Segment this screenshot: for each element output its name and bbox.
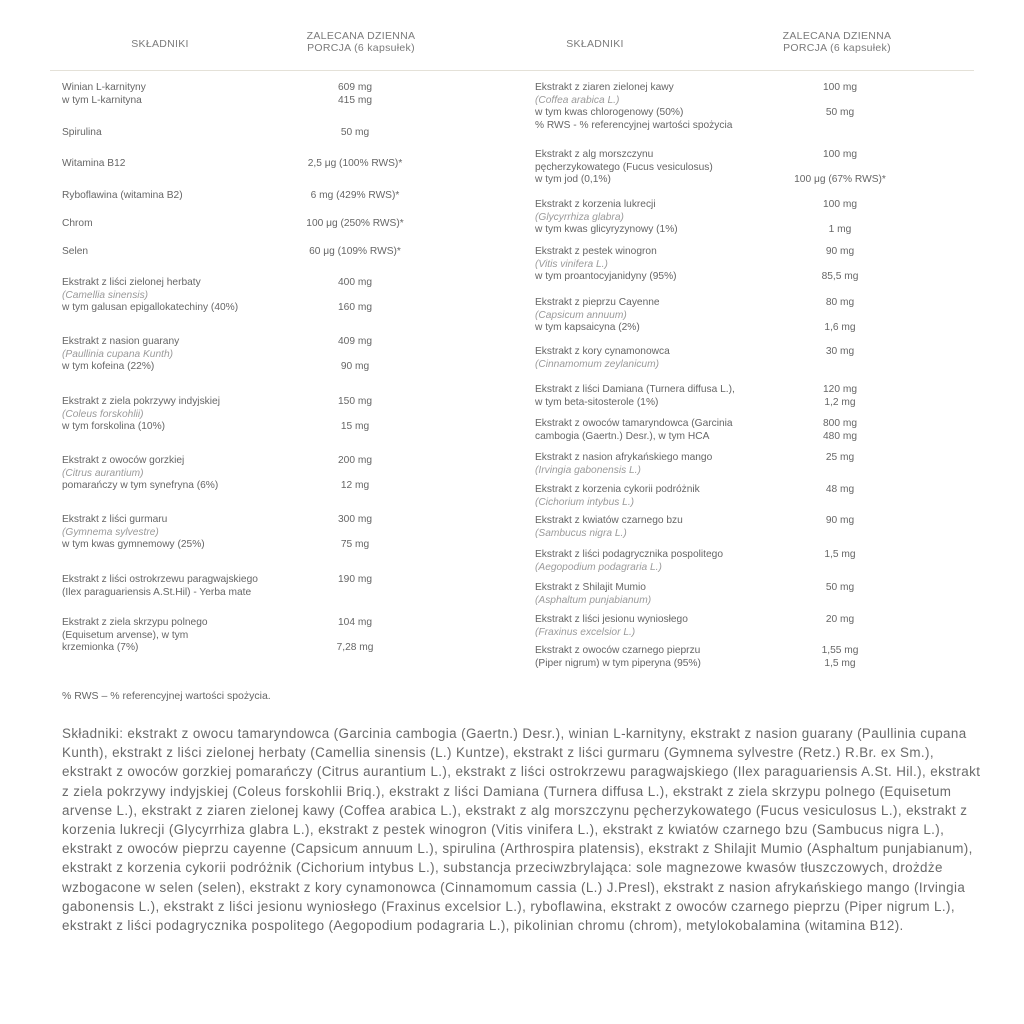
ingredient-name: Ekstrakt z liści gurmaru xyxy=(62,514,168,525)
portion-value: 104 mg xyxy=(338,617,372,628)
portion-value: 409 mg xyxy=(338,336,372,347)
portion-value: 6 mg (429% RWS)* xyxy=(310,190,400,201)
ingredient-name: (Aegopodium podagraria L.) xyxy=(535,561,662,573)
ingredient-name: w tym proantocyjanidyny (95%) xyxy=(535,271,677,282)
ingredient-name: Ekstrakt z liści zielonej herbaty xyxy=(62,277,201,288)
ingredient-name: Spirulina xyxy=(62,127,102,138)
ingredient-name: Ekstrakt z korzenia lukrecji xyxy=(535,199,656,210)
ingredient-name: % RWS - % referencyjnej wartości spożycia xyxy=(535,119,733,131)
right-header-ingredients: SKŁADNIKI xyxy=(566,38,624,50)
ingredient-name: w tym kwas gymnemowy (25%) xyxy=(62,539,205,550)
ingredient-name: (Gymnema sylvestre) xyxy=(62,526,159,538)
ingredient-name: (Fraxinus excelsior L.) xyxy=(535,626,636,638)
ingredient-name: (Sambucus nigra L.) xyxy=(535,527,627,539)
left-header-daily-portion-line1: ZALECANA DZIENNA xyxy=(306,30,416,42)
portion-value: 609 mg xyxy=(338,82,372,93)
portion-value: 85,5 mg xyxy=(821,271,859,282)
portion-value: 80 mg xyxy=(825,297,855,308)
portion-value: 60 μg (109% RWS)* xyxy=(309,246,401,257)
portion-value: 50 mg xyxy=(825,582,855,593)
portion-value: 120 mg xyxy=(823,384,857,395)
ingredient-name: w tym beta-sitosterole (1%) xyxy=(535,396,659,408)
ingredient-name: w tym jod (0,1%) xyxy=(535,174,611,185)
portion-value: 300 mg xyxy=(338,514,372,525)
left-header-daily-portion-line2: PORCJA (6 kapsułek) xyxy=(307,42,415,54)
ingredient-name: Chrom xyxy=(62,218,93,229)
ingredient-name: Ekstrakt z ziela pokrzywy indyjskiej xyxy=(62,396,220,407)
portion-value: 1,5 mg xyxy=(824,549,856,560)
ingredient-name: Ekstrakt z korzenia cykorii podróżnik xyxy=(535,484,700,495)
portion-value: 480 mg xyxy=(823,430,857,442)
ingredients-list: Składniki: ekstrakt z owocu tamaryndowca (Garcinia cambogia (Gaertn.) Desr.), winian L-karnityny, ekstrakt z nasion guarany (Paullinia cupana Kunth), ekstrakt z liści zielonej herbaty (Camellia sinensis (L.) Kuntze), ekstrakt z liści gurmaru (Gymnema sylvestre (Retz.) R.Br. ex Sm.), ekstrakt z owoców gorzkiej pomarańczy (Citrus aurantium L.), ekstrakt z liści ostrokrzewu paragwajskiego (Ilex paraguariensis A.St. Hil.), ekstrakt z ziela pokrzywy indyjskiej (Coleus forskohlii Briq.), ekstrakt z liści Damiana (Turnera diffusa L.), ekstrakt z ziela skrzypu polnego (Equisetum arvense L.), ekstrakt z ziaren zielonej kawy (Coffea arabica L.), ekstrakt z alg morszczynu pęcherzykowatego (Fucus vesiculosus L.), ekstrakt z korzenia lukrecji (Glycyrrhiza glabra L.), ekstrakt z pestek winogron (Vitis vinifera L.), ekstrakt z kwiatów czarnego bzu (Sambucus nigra L.), ekstrakt z owoców pieprzu cayenne (Capsicum annuum L.), spirulina (Arthrospira platensis), ekstrakt z Shilajit Mumio (Asphaltum punjabianum), ekstrakt z korzenia cykorii podróżnik (Cichorium intybus L.), substancja przeciwzbrylająca: sole magnezowe kwasów tłuszczowych, drożdże wzbogacone w selen (selen), ekstrakt z kory cynamonowca (Cinnamomum cassia (L.) J.Presl), ekstrakt z nasion afrykańskiego mango (Irvingia gabonensis L.), ekstrakt z liści jesionu wyniosłego (Fraxinus excelsior L.), ryboflawina, ekstrakt z owoców czarnego pieprzu (Piper nigrum L.), ekstrakt z liści podagrycznika pospolitego (Aegopodium podagraria L.), pikolinian chromu (chrom), metylokobalamina (witamina B12). xyxy=(62,726,981,934)
portion-value: 90 mg xyxy=(825,246,855,257)
left-header-daily-portion xyxy=(286,30,436,54)
ingredient-name: w tym forskolina (10%) xyxy=(62,421,166,432)
ingredient-name: w tym galusan epigallokatechiny (40%) xyxy=(62,302,239,313)
ingredient-name: (Glycyrrhiza glabra) xyxy=(535,211,624,223)
ingredient-name: w tym kwas chlorogenowy (50%) xyxy=(535,107,684,118)
ingredient-name: Winian L-karnityny xyxy=(62,82,146,93)
ingredient-name: (Camellia sinensis) xyxy=(62,289,149,301)
portion-value: 50 mg xyxy=(825,107,855,118)
ingredient-name: (Cinnamomum zeylanicum) xyxy=(535,358,659,370)
portion-value: 100 μg (250% RWS)* xyxy=(306,218,404,229)
ingredient-name: Ekstrakt z nasion guarany xyxy=(62,336,180,347)
ingredient-name: Ryboflawina (witamina B2) xyxy=(62,190,183,201)
ingredient-name: Ekstrakt z ziaren zielonej kawy xyxy=(535,82,674,93)
portion-value: 1,6 mg xyxy=(824,322,856,333)
portion-value: 15 mg xyxy=(340,421,370,432)
portion-value: 1,55 mg xyxy=(821,645,859,656)
portion-value: 50 mg xyxy=(340,127,370,138)
ingredient-name: w tym kapsaicyna (2%) xyxy=(535,322,640,333)
ingredient-name: (Capsicum annuum) xyxy=(535,309,627,321)
ingredient-name: Ekstrakt z liści podagrycznika pospolitego xyxy=(535,549,723,560)
portion-value: 30 mg xyxy=(825,346,855,357)
ingredient-name: w tym kwas glicyryzynowy (1%) xyxy=(535,224,678,235)
ingredient-name: Ekstrakt z liści Damiana (Turnera diffusa L.), xyxy=(535,384,735,395)
right-header-daily-portion xyxy=(762,30,912,54)
right-header-daily-portion-line2: PORCJA (6 kapsułek) xyxy=(783,42,891,54)
portion-value: 200 mg xyxy=(338,455,372,466)
left-header-ingredients: SKŁADNIKI xyxy=(131,38,189,50)
ingredient-name: Witamina B12 xyxy=(62,158,126,169)
ingredient-name: Ekstrakt z pestek winogron xyxy=(535,246,657,257)
portion-value: 2,5 μg (100% RWS)* xyxy=(307,158,403,169)
portion-value: 150 mg xyxy=(338,396,372,407)
ingredient-name: Ekstrakt z ziela skrzypu polnego xyxy=(62,617,208,628)
portion-value: 100 mg xyxy=(823,149,857,160)
portion-value: 190 mg xyxy=(338,574,372,585)
rws-footnote: % RWS – % referencyjnej wartości spożycia. xyxy=(62,690,271,702)
right-header-daily-portion-line1: ZALECANA DZIENNA xyxy=(782,30,892,42)
ingredient-name: Ekstrakt z alg morszczynu xyxy=(535,149,654,160)
portion-value: 1,2 mg xyxy=(824,396,856,408)
ingredient-name: Ekstrakt z owoców tamaryndowca (Garcinia xyxy=(535,418,733,429)
ingredient-name: w tym L-karnityna xyxy=(62,94,142,106)
portion-value: 90 mg xyxy=(340,361,370,372)
portion-value: 7,28 mg xyxy=(336,642,374,653)
portion-value: 800 mg xyxy=(823,418,857,429)
ingredient-name: (Vitis vinifera L.) xyxy=(535,258,608,270)
ingredient-name: cambogia (Gaertn.) Desr.), w tym HCA xyxy=(535,430,710,442)
ingredient-name: Ekstrakt z liści ostrokrzewu paragwajskiego xyxy=(62,574,258,585)
ingredient-name: (Ilex paraguariensis A.St.Hil) - Yerba mate xyxy=(62,586,252,598)
ingredient-name: (Irvingia gabonensis L.) xyxy=(535,464,641,476)
ingredient-name: Ekstrakt z owoców czarnego pieprzu xyxy=(535,645,701,656)
ingredient-name: pomarańczy w tym synefryna (6%) xyxy=(62,480,219,491)
ingredient-name: w tym kofeina (22%) xyxy=(62,361,155,372)
ingredient-name: Ekstrakt z kory cynamonowca xyxy=(535,346,670,357)
portion-value: 75 mg xyxy=(340,539,370,550)
ingredient-name: Ekstrakt z owoców gorzkiej xyxy=(62,455,185,466)
ingredient-name: Selen xyxy=(62,246,89,257)
ingredient-name: Ekstrakt z liści jesionu wyniosłego xyxy=(535,614,688,625)
ingredient-name: Ekstrakt z pieprzu Cayenne xyxy=(535,297,660,308)
portion-value: 100 mg xyxy=(823,199,857,210)
ingredient-name: (Coffea arabica L.) xyxy=(535,94,620,106)
portion-value: 160 mg xyxy=(338,302,372,313)
ingredient-name: (Paullinia cupana Kunth) xyxy=(62,348,174,360)
ingredient-name: Ekstrakt z Shilajit Mumio xyxy=(535,582,646,593)
portion-value: 415 mg xyxy=(338,94,372,106)
ingredient-name: Ekstrakt z kwiatów czarnego bzu xyxy=(535,515,683,526)
portion-value: 12 mg xyxy=(340,480,370,491)
header-divider xyxy=(50,70,974,71)
ingredient-name: (Piper nigrum) w tym piperyna (95%) xyxy=(535,657,701,669)
portion-value: 90 mg xyxy=(825,515,855,526)
ingredient-name: (Cichorium intybus L.) xyxy=(535,496,635,508)
portion-value: 20 mg xyxy=(825,614,855,625)
portion-value: 100 μg (67% RWS)* xyxy=(794,174,886,185)
portion-value: 1,5 mg xyxy=(824,657,856,669)
portion-value: 1 mg xyxy=(828,224,852,235)
ingredient-name: pęcherzykowatego (Fucus vesiculosus) xyxy=(535,161,713,173)
portion-value: 48 mg xyxy=(825,484,855,495)
ingredient-name: krzemionka (7%) xyxy=(62,642,139,653)
ingredient-name: (Asphaltum punjabianum) xyxy=(535,594,652,606)
portion-value: 25 mg xyxy=(825,452,855,463)
ingredient-name: Ekstrakt z nasion afrykańskiego mango xyxy=(535,452,713,463)
portion-value: 100 mg xyxy=(823,82,857,93)
ingredient-name: (Equisetum arvense), w tym xyxy=(62,629,189,641)
ingredient-name: (Citrus aurantium) xyxy=(62,467,144,479)
ingredient-name: (Coleus forskohlii) xyxy=(62,408,144,420)
portion-value: 400 mg xyxy=(338,277,372,288)
